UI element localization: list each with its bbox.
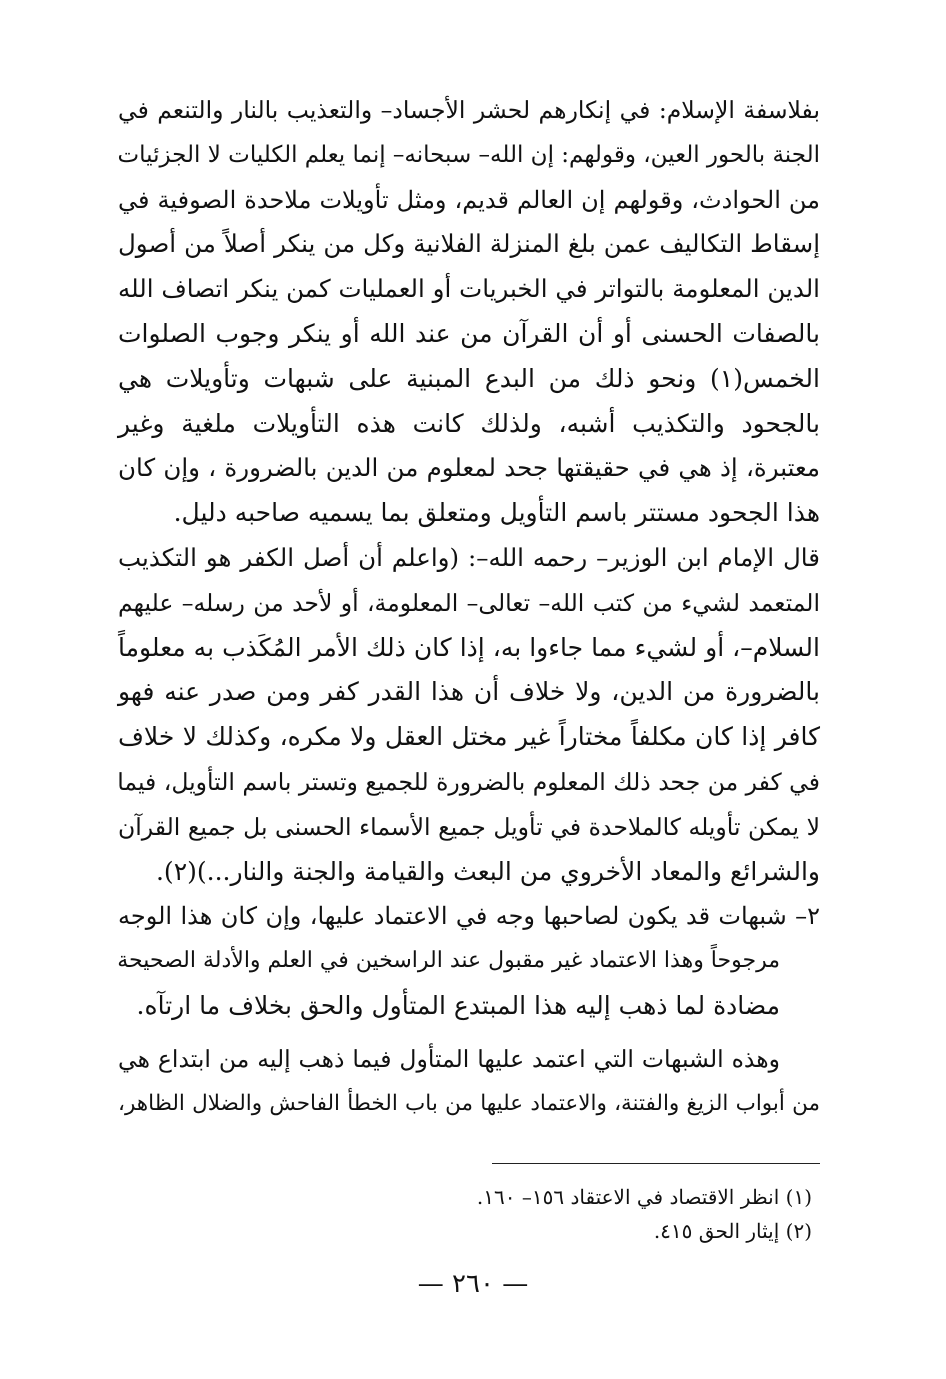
footnote-separator (492, 1163, 820, 1164)
paragraph-line: بالجحود والتكذيب أشبه، ولذلك كانت هذه التأويلات ملغية وغير (118, 408, 820, 438)
list-item-line: مضادة لما ذهب إليه هذا المبتدع المتأول والحق بخلاف ما ارتآه. (136, 990, 780, 1020)
paragraph-line: معتبرة، إذ هي في حقيقتها جحد لمعلوم من الدين بالضرورة ، وإن كان (118, 453, 820, 483)
paragraph-line: إسقاط التكاليف عمن بلغ المنزلة الفلانية وكل من ينكر أصلاً من أصول (118, 229, 820, 259)
quote-line: المتعمد لشيء من كتب الله– تعالى– المعلومة، أو لأحد من رسله– عليهم (118, 588, 820, 617)
paragraph-line: من أبواب الزيغ والفتنة، والاعتماد عليها من باب الخطأ الفاحش والضلال الظاهر، (118, 1090, 820, 1116)
footnotes (300, 1180, 812, 1248)
paragraph-line: من الحوادث، وقولهم إن العالم قديم، ومثل تأويلات ملاحدة الصوفية في (118, 185, 820, 214)
quote-line: بالضرورة من الدين، ولا خلاف أن هذا القدر كفر ومن صدر عنه فهو (118, 677, 820, 707)
quote-line: والشرائع والمعاد الأخروي من البعث والقيامة والجنة والنار...)(٢). (155, 856, 820, 886)
page-body (118, 88, 820, 1126)
footnote-2: (٢) إيثار الحق ٤١٥. (653, 1219, 812, 1243)
paragraph-line: بالصفات الحسنى أو أن القرآن من عند الله أو ينكر وجوب الصلوات (118, 318, 820, 348)
page-number: — ٢٦٠ — (417, 1269, 529, 1299)
paragraph-line: وهذه الشبهات التي اعتمد عليها المتأول فيما ذهب إليه من ابتداع هي (118, 1044, 780, 1073)
paragraph-line: بفلاسفة الإسلام: في إنكارهم لحشر الأجساد– والتعذيب بالنار والتنعم في (118, 96, 820, 124)
quote-line: قال الإمام ابن الوزير– رحمه الله–: (واعلم أن أصل الكفر هو التكذيب (118, 542, 820, 572)
quote-line: السلام–، أو لشيء مما جاءوا به، إذا كان ذلك الأمر المُكَذب به معلوماً (118, 632, 820, 662)
list-item-line: مرجوحاً وهذا الاعتماد غير مقبول عند الراسخين في العلم والأدلة الصحيحة (117, 948, 780, 974)
paragraph-line: الخمس(١) ونحو ذلك من البدع المبنية على شبهات وتأويلات هي (118, 363, 820, 393)
list-item-line: ٢– شبهات قد يكون لصاحبها وجه في الاعتماد عليها، وإن كان هذا الوجه (118, 902, 820, 931)
quote-line: كافر إذا كان مكلفاً مختاراً غير مختل العقل ولا مكره، وكذلك لا خلاف (118, 722, 820, 752)
quote-line: في كفر من جحد ذلك المعلوم بالضرورة للجميع وتستر باسم التأويل، فيما (117, 767, 820, 796)
quote-line: لا يمكن تأويله كالملاحدة في تأويل جميع الأسماء الحسنى بل جميع القرآن (118, 812, 820, 841)
paragraph-line: الجنة بالحور العين، وقولهم: إن الله– سبحانه– إنما يعلم الكليات لا الجزئيات (117, 141, 820, 168)
paragraph-line: الدين المعلومة بالتواتر في الخبريات أو العمليات كمن ينكر اتصاف الله (118, 274, 820, 304)
footnote-1: (١) انظر الاقتصاد في الاعتقاد ١٥٦– ١٦٠. (476, 1185, 812, 1209)
paragraph-line: هذا الجحود مستتر باسم التأويل ومتعلق بما يسميه صاحبه دليل. (173, 498, 820, 528)
